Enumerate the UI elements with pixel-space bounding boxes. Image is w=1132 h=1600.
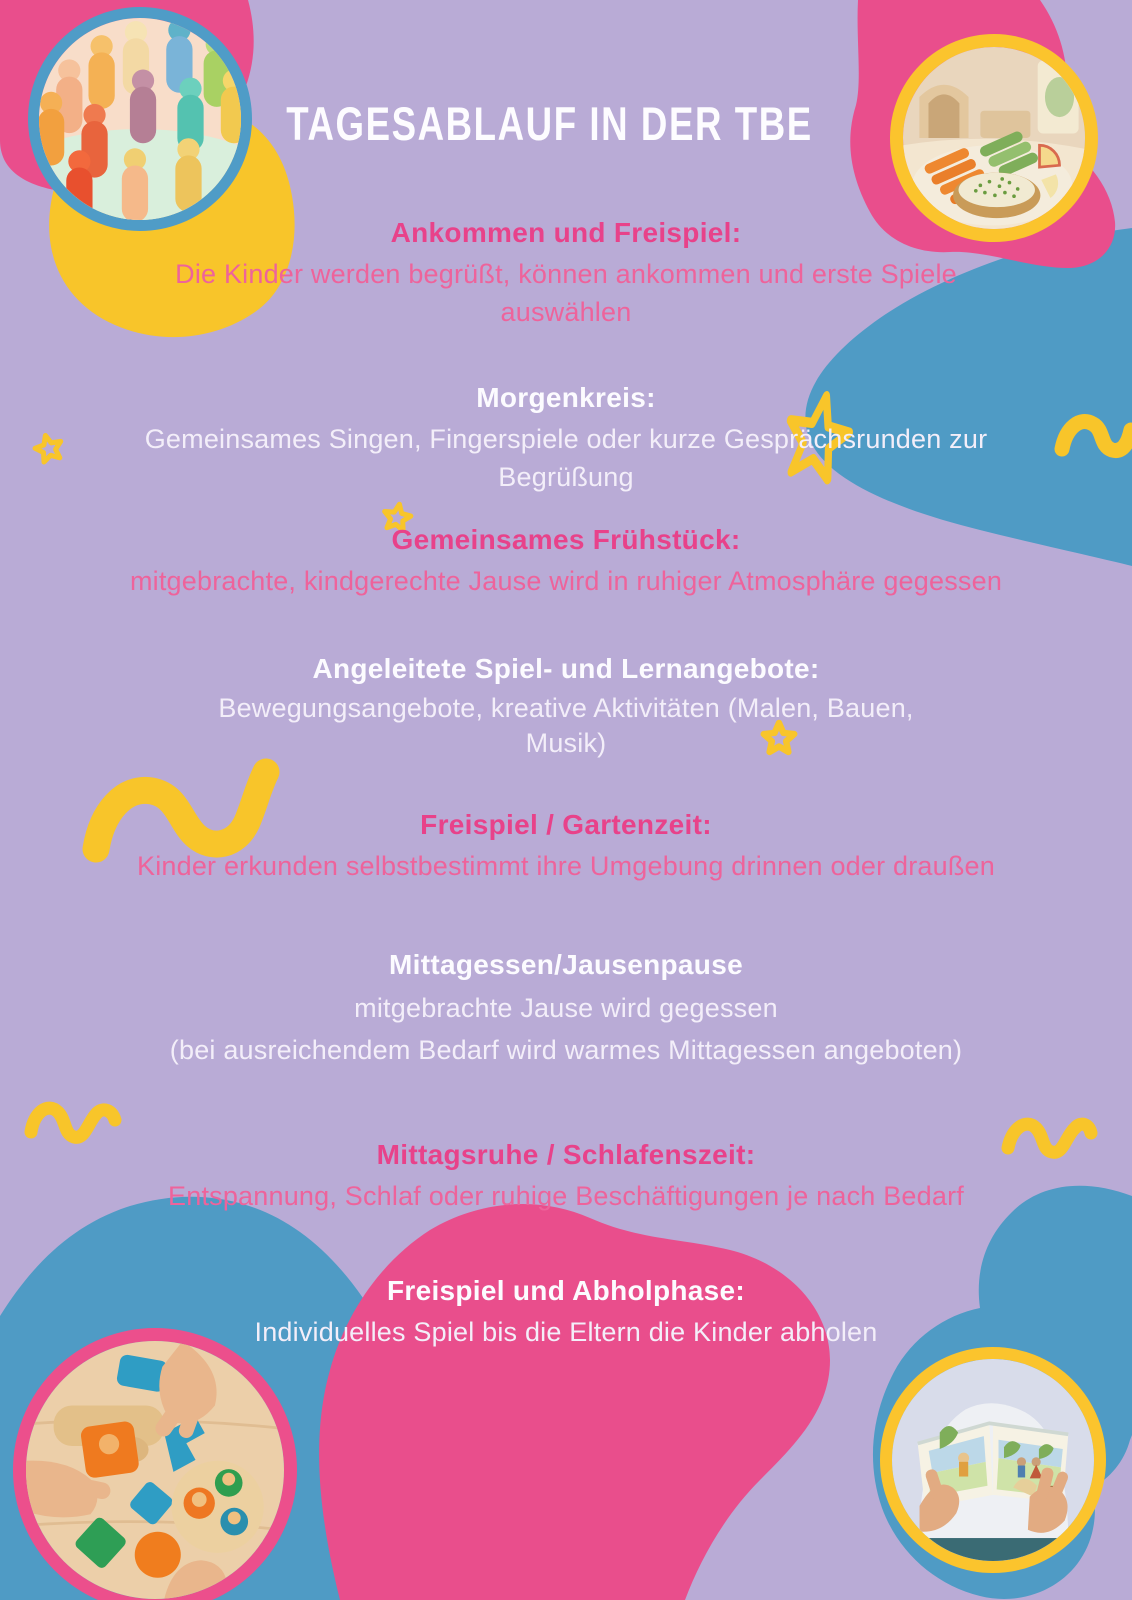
section-ankommen	[0, 216, 1132, 331]
poster-title-wrap	[0, 96, 1100, 151]
section-body-line: Entspannung, Schlaf oder ruhige Beschäftigungen je nach Bedarf	[168, 1181, 964, 1211]
section-body-line: Musik)	[525, 728, 607, 758]
section-body-line: Gemeinsames Singen, Fingerspiele oder kurze Gesprächsrunden zur	[144, 424, 988, 454]
section-heading: Morgenkreis:	[476, 382, 656, 413]
section-body-line: mitgebrachte, kindgerechte Jause wird in ruhiger Atmosphäre gegessen	[129, 566, 1003, 596]
poster-title: TAGESABLAUF IN DER TBE	[286, 97, 814, 150]
section-body-line: Individuelles Spiel bis die Eltern die Kinder abholen	[254, 1317, 878, 1347]
section-mittagsruhe	[0, 1138, 1132, 1215]
picture-book-reading-photo	[880, 1347, 1106, 1573]
wooden-shape-toys-photo	[13, 1328, 297, 1600]
section-morgenkreis	[0, 381, 1132, 496]
wooden-toys-illustration	[26, 1341, 284, 1599]
section-body-line: Kinder erkunden selbstbestimmt ihre Umgebung drinnen oder draußen	[137, 851, 995, 881]
section-heading: Gemeinsames Frühstück:	[391, 524, 741, 555]
section-heading: Ankommen und Freispiel:	[390, 217, 742, 248]
picture-book-illustration	[892, 1359, 1094, 1561]
section-lernangebote	[0, 652, 1132, 761]
section-body-line: Bewegungsangebote, kreative Aktivitäten (Malen, Bauen,	[218, 693, 914, 723]
section-body-line: (bei ausreichendem Bedarf wird warmes Mittagessen angeboten)	[169, 1035, 963, 1065]
section-heading: Mittagsruhe / Schlafenszeit:	[376, 1139, 756, 1170]
section-heading: Freispiel und Abholphase:	[386, 1275, 746, 1306]
section-body-line: mitgebrachte Jause wird gegessen	[354, 993, 778, 1023]
section-gartenzeit	[0, 808, 1132, 885]
section-body-line: Begrüßung	[498, 462, 634, 492]
section-body-line: auswählen	[500, 297, 632, 327]
section-fruehstueck	[0, 523, 1132, 600]
section-heading: Freispiel / Gartenzeit:	[420, 809, 712, 840]
section-heading: Mittagessen/Jausenpause	[389, 949, 743, 980]
section-body-line: Die Kinder werden begrüßt, können ankommen und erste Spiele	[175, 259, 957, 289]
section-heading: Angeleitete Spiel- und Lernangebote:	[312, 653, 820, 684]
blob-bottom-center-pink	[319, 1204, 830, 1600]
squiggle-bottom-left	[31, 1108, 115, 1137]
section-mittagessen	[0, 948, 1132, 1071]
section-abholphase	[0, 1274, 1132, 1351]
